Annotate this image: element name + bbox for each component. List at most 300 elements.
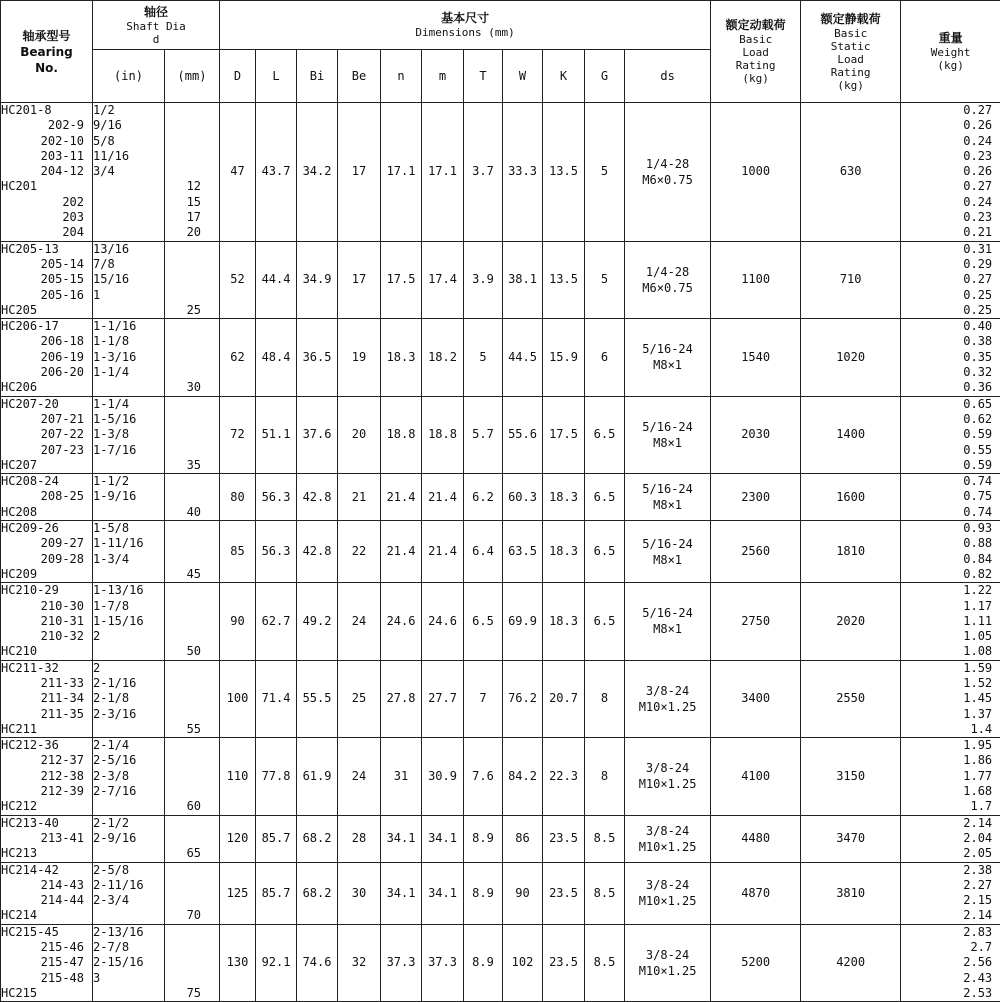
dim-K: 13.5: [543, 241, 585, 318]
shaft-inch: [93, 799, 164, 814]
weight-value: 0.74: [901, 505, 1000, 520]
dim-D: 62: [220, 319, 256, 396]
shaft-mm-cell: [165, 924, 220, 1001]
dynamic-load: 2750: [711, 583, 801, 660]
shaft-mm: 50: [165, 644, 219, 659]
thread-ds-line: M10×1.25: [625, 893, 710, 909]
bearing-model: 214-44: [1, 893, 92, 908]
dim-G: 6.5: [585, 521, 625, 583]
shaft-inch: 2-15/16: [93, 955, 164, 970]
weight-value: 0.31: [901, 242, 1000, 257]
bearing-group-row: [1, 396, 1000, 473]
thread-ds-line: M6×0.75: [625, 280, 710, 296]
dim-n: 17.5: [381, 241, 422, 318]
bearing-group-row: [1, 815, 1000, 862]
shaft-mm: [165, 134, 219, 149]
dim-K: 22.3: [543, 738, 585, 815]
shaft-inch: 1-5/8: [93, 521, 164, 536]
static-load: 3810: [801, 862, 901, 924]
weight-value: 0.75: [901, 489, 1000, 504]
thread-ds-line: M10×1.25: [625, 776, 710, 792]
shaft-inch: 1-1/4: [93, 397, 164, 412]
shaft-inch: 2-9/16: [93, 831, 164, 846]
dim-G: 8: [585, 738, 625, 815]
bearing-model-cell: [1, 583, 93, 660]
weight-value: 2.15: [901, 893, 1000, 908]
dynamic-load-header: 额定动载荷 Basic Load Rating (kg): [711, 1, 801, 103]
shaft-mm: [165, 272, 219, 287]
thread-ds: [625, 738, 711, 815]
dim-n: 17.1: [381, 103, 422, 242]
static-load: 2550: [801, 660, 901, 737]
shaft-mm: [165, 955, 219, 970]
bearing-group-row: [1, 319, 1000, 396]
dynamic-load: 3400: [711, 660, 801, 737]
bearing-model: 210-32: [1, 629, 92, 644]
bearing-model: 202-10: [1, 134, 92, 149]
bearing-model: HC210: [1, 644, 92, 659]
shaft-inch-cell: [93, 474, 165, 521]
static-load: 630: [801, 103, 901, 242]
shaft-mm: [165, 474, 219, 489]
shaft-inch: 2: [93, 661, 164, 676]
shaft-inch: 1-13/16: [93, 583, 164, 598]
col-header-G: G: [585, 50, 625, 103]
bearing-model: 205-16: [1, 288, 92, 303]
shaft-mm: [165, 334, 219, 349]
static-load: 3150: [801, 738, 901, 815]
dim-Be: 17: [338, 103, 381, 242]
bearing-model: 202: [1, 195, 92, 210]
bearing-model: 212-39: [1, 784, 92, 799]
shaft-mm-cell: [165, 862, 220, 924]
dim-n: 21.4: [381, 474, 422, 521]
bearing-model-cell: [1, 103, 93, 242]
dim-T: 3.9: [464, 241, 503, 318]
shaft-dia-header: 轴径 Shaft Dia d: [93, 1, 220, 50]
shaft-mm: [165, 412, 219, 427]
dim-W: 44.5: [503, 319, 543, 396]
dim-m: 27.7: [422, 660, 464, 737]
shaft-inch-cell: [93, 396, 165, 473]
bearing-model: HC213-40: [1, 816, 92, 831]
bearing-model: HC209: [1, 567, 92, 582]
static-load: 2020: [801, 583, 901, 660]
dynamic-load: 2030: [711, 396, 801, 473]
bearing-model: 209-28: [1, 552, 92, 567]
shaft-inch: 1/2: [93, 103, 164, 118]
bearing-model: 203-11: [1, 149, 92, 164]
weight-value: 1.95: [901, 738, 1000, 753]
bearing-model: HC211: [1, 722, 92, 737]
dim-L: 62.7: [256, 583, 297, 660]
shaft-mm: [165, 925, 219, 940]
col-header-m: m: [422, 50, 464, 103]
weight-value: 0.59: [901, 427, 1000, 442]
mm-header: (mm): [165, 50, 220, 103]
bearing-group-row: [1, 103, 1000, 242]
dimensions-header: 基本尺寸 Dimensions (mm): [220, 1, 711, 50]
dim-T: 5: [464, 319, 503, 396]
dim-T: 6.2: [464, 474, 503, 521]
bearing-model: HC206: [1, 380, 92, 395]
bearing-group-row: [1, 521, 1000, 583]
shaft-inch-cell: [93, 862, 165, 924]
shaft-mm: 20: [165, 225, 219, 240]
shaft-inch: [93, 908, 164, 923]
dim-Bi: 34.2: [297, 103, 338, 242]
weight-value: 0.35: [901, 350, 1000, 365]
shaft-inch: 5/8: [93, 134, 164, 149]
weight-value: 2.56: [901, 955, 1000, 970]
shaft-inch: [93, 567, 164, 582]
weight-value: 0.32: [901, 365, 1000, 380]
shaft-mm: [165, 971, 219, 986]
bearing-model: 215-47: [1, 955, 92, 970]
shaft-inch: 9/16: [93, 118, 164, 133]
shaft-inch: 2-3/4: [93, 893, 164, 908]
bearing-model: 215-48: [1, 971, 92, 986]
dim-m: 18.8: [422, 396, 464, 473]
dim-G: 6.5: [585, 396, 625, 473]
shaft-inch: 1-1/8: [93, 334, 164, 349]
shaft-mm: 55: [165, 722, 219, 737]
thread-ds: [625, 103, 711, 242]
shaft-inch: 2-5/16: [93, 753, 164, 768]
shaft-inch-cell: [93, 103, 165, 242]
thread-ds-line: 5/16-24: [625, 605, 710, 621]
shaft-mm-cell: [165, 521, 220, 583]
shaft-inch: 2-11/16: [93, 878, 164, 893]
bearing-model: HC214-42: [1, 863, 92, 878]
bearing-model: 210-30: [1, 599, 92, 614]
shaft-inch: 2-1/8: [93, 691, 164, 706]
shaft-mm: 25: [165, 303, 219, 318]
shaft-inch: [93, 210, 164, 225]
shaft-mm-cell: [165, 815, 220, 862]
weight-value: 1.7: [901, 799, 1000, 814]
thread-ds-line: M8×1: [625, 621, 710, 637]
bearing-model: 211-33: [1, 676, 92, 691]
dim-K: 23.5: [543, 815, 585, 862]
dim-T: 6.4: [464, 521, 503, 583]
shaft-mm: [165, 118, 219, 133]
shaft-inch-cell: [93, 583, 165, 660]
bearing-model-cell: [1, 319, 93, 396]
inch-header: (in): [93, 50, 165, 103]
weight-value: 0.27: [901, 179, 1000, 194]
bearing-model: 207-21: [1, 412, 92, 427]
weight-value: 1.52: [901, 676, 1000, 691]
shaft-mm: [165, 365, 219, 380]
shaft-inch: 2-1/2: [93, 816, 164, 831]
bearing-model-cell: [1, 862, 93, 924]
bearing-group-row: [1, 862, 1000, 924]
dim-D: 52: [220, 241, 256, 318]
dim-T: 8.9: [464, 862, 503, 924]
shaft-mm-cell: [165, 241, 220, 318]
dim-m: 17.1: [422, 103, 464, 242]
shaft-mm: 30: [165, 380, 219, 395]
dim-D: 125: [220, 862, 256, 924]
dim-K: 23.5: [543, 862, 585, 924]
col-header-n: n: [381, 50, 422, 103]
shaft-inch-cell: [93, 815, 165, 862]
thread-ds: [625, 815, 711, 862]
weight-value: 1.11: [901, 614, 1000, 629]
shaft-mm-cell: [165, 103, 220, 242]
weight-value: 1.05: [901, 629, 1000, 644]
dim-Bi: 61.9: [297, 738, 338, 815]
dim-G: 8.5: [585, 862, 625, 924]
weight-value: 0.27: [901, 103, 1000, 118]
dim-D: 72: [220, 396, 256, 473]
dim-W: 33.3: [503, 103, 543, 242]
shaft-inch: [93, 722, 164, 737]
bearing-group-row: [1, 241, 1000, 318]
weight-header: 重量 Weight (kg): [901, 1, 1000, 103]
dim-Be: 25: [338, 660, 381, 737]
dim-n: 37.3: [381, 924, 422, 1001]
shaft-mm: 65: [165, 846, 219, 861]
dim-Be: 24: [338, 583, 381, 660]
shaft-inch: [93, 179, 164, 194]
weight-value: 0.24: [901, 195, 1000, 210]
thread-ds: [625, 924, 711, 1001]
shaft-inch-cell: [93, 319, 165, 396]
dim-m: 18.2: [422, 319, 464, 396]
dynamic-load: 5200: [711, 924, 801, 1001]
shaft-inch: 1: [93, 288, 164, 303]
thread-ds: [625, 583, 711, 660]
bearing-model-cell: [1, 660, 93, 737]
dim-W: 84.2: [503, 738, 543, 815]
bearing-model: HC212-36: [1, 738, 92, 753]
bearing-model: HC212: [1, 799, 92, 814]
shaft-inch: 2-1/4: [93, 738, 164, 753]
thread-ds-line: 3/8-24: [625, 683, 710, 699]
bearing-group-row: [1, 583, 1000, 660]
bearing-model: 213-41: [1, 831, 92, 846]
thread-ds-line: 1/4-28: [625, 264, 710, 280]
dim-m: 37.3: [422, 924, 464, 1001]
shaft-inch: 1-5/16: [93, 412, 164, 427]
dim-D: 100: [220, 660, 256, 737]
shaft-mm: [165, 552, 219, 567]
weight-value: 1.22: [901, 583, 1000, 598]
shaft-mm: [165, 878, 219, 893]
dim-L: 77.8: [256, 738, 297, 815]
dim-n: 18.8: [381, 396, 422, 473]
bearing-group-row: [1, 924, 1000, 1001]
shaft-inch: 1-3/8: [93, 427, 164, 442]
col-header-Be: Be: [338, 50, 381, 103]
static-load: 1810: [801, 521, 901, 583]
bearing-model-cell: [1, 924, 93, 1001]
shaft-mm: [165, 599, 219, 614]
weight-value: 2.7: [901, 940, 1000, 955]
bearing-model: HC208-24: [1, 474, 92, 489]
dim-L: 85.7: [256, 815, 297, 862]
shaft-mm: [165, 257, 219, 272]
dim-D: 80: [220, 474, 256, 521]
dim-L: 43.7: [256, 103, 297, 242]
shaft-inch: [93, 225, 164, 240]
dynamic-load: 2560: [711, 521, 801, 583]
shaft-inch: [93, 380, 164, 395]
dim-W: 69.9: [503, 583, 543, 660]
weight-value: 0.27: [901, 272, 1000, 287]
weight-value-cell: [901, 924, 1000, 1001]
shaft-inch: 1-1/4: [93, 365, 164, 380]
shaft-inch: 1-7/8: [93, 599, 164, 614]
shaft-mm: [165, 753, 219, 768]
weight-value: 0.74: [901, 474, 1000, 489]
weight-value: 1.37: [901, 707, 1000, 722]
shaft-inch: 1-7/16: [93, 443, 164, 458]
thread-ds-line: 3/8-24: [625, 823, 710, 839]
shaft-mm: 15: [165, 195, 219, 210]
shaft-inch: 13/16: [93, 242, 164, 257]
shaft-mm: [165, 629, 219, 644]
bearing-model-cell: [1, 474, 93, 521]
dim-Bi: 55.5: [297, 660, 338, 737]
shaft-inch: 1-15/16: [93, 614, 164, 629]
dim-W: 60.3: [503, 474, 543, 521]
weight-value: 2.83: [901, 925, 1000, 940]
shaft-mm: [165, 164, 219, 179]
weight-value: 0.93: [901, 521, 1000, 536]
bearing-model: 203: [1, 210, 92, 225]
weight-value: 0.29: [901, 257, 1000, 272]
dim-T: 3.7: [464, 103, 503, 242]
thread-ds-line: M8×1: [625, 552, 710, 568]
static-load: 4200: [801, 924, 901, 1001]
bearing-model: 211-34: [1, 691, 92, 706]
shaft-inch: [93, 644, 164, 659]
weight-value: 1.4: [901, 722, 1000, 737]
bearing-model: 206-20: [1, 365, 92, 380]
shaft-mm: [165, 893, 219, 908]
shaft-inch: [93, 458, 164, 473]
shaft-mm: [165, 707, 219, 722]
weight-value: 0.21: [901, 225, 1000, 240]
dim-m: 30.9: [422, 738, 464, 815]
dim-Bi: 49.2: [297, 583, 338, 660]
static-load: 710: [801, 241, 901, 318]
shaft-inch: 1-3/4: [93, 552, 164, 567]
dim-Bi: 36.5: [297, 319, 338, 396]
thread-ds-line: 3/8-24: [625, 760, 710, 776]
dim-W: 63.5: [503, 521, 543, 583]
weight-value: 2.14: [901, 816, 1000, 831]
shaft-mm: [165, 583, 219, 598]
dim-Bi: 74.6: [297, 924, 338, 1001]
bearing-model-cell: [1, 738, 93, 815]
bearing-model: HC211-32: [1, 661, 92, 676]
bearing-group-row: [1, 738, 1000, 815]
bearing-model: 210-31: [1, 614, 92, 629]
dim-L: 56.3: [256, 521, 297, 583]
weight-value: 1.59: [901, 661, 1000, 676]
dim-K: 18.3: [543, 583, 585, 660]
dim-Bi: 42.8: [297, 521, 338, 583]
bearing-model: 211-35: [1, 707, 92, 722]
dim-Be: 20: [338, 396, 381, 473]
bearing-model: HC201-8: [1, 103, 92, 118]
shaft-inch: 2-1/16: [93, 676, 164, 691]
bearing-model: HC215: [1, 986, 92, 1001]
col-header-Bi: Bi: [297, 50, 338, 103]
bearing-model-cell: [1, 815, 93, 862]
shaft-mm: [165, 691, 219, 706]
shaft-inch: 2-3/8: [93, 769, 164, 784]
dim-G: 8.5: [585, 815, 625, 862]
dynamic-load: 4480: [711, 815, 801, 862]
shaft-inch-cell: [93, 738, 165, 815]
dim-K: 20.7: [543, 660, 585, 737]
shaft-mm: 35: [165, 458, 219, 473]
weight-value: 0.24: [901, 134, 1000, 149]
shaft-inch: [93, 846, 164, 861]
dim-Bi: 37.6: [297, 396, 338, 473]
thread-ds-line: 5/16-24: [625, 341, 710, 357]
shaft-inch-cell: [93, 924, 165, 1001]
shaft-mm-cell: [165, 738, 220, 815]
weight-value: 2.53: [901, 986, 1000, 1001]
bearing-model: 206-19: [1, 350, 92, 365]
shaft-inch: 1-11/16: [93, 536, 164, 551]
weight-value: 2.27: [901, 878, 1000, 893]
thread-ds: [625, 319, 711, 396]
bearing-model: HC215-45: [1, 925, 92, 940]
thread-ds-line: M10×1.25: [625, 839, 710, 855]
static-load-header: 额定静载荷 Basic Static Load Rating (kg): [801, 1, 901, 103]
bearing-model: 207-23: [1, 443, 92, 458]
dim-n: 21.4: [381, 521, 422, 583]
dim-G: 8.5: [585, 924, 625, 1001]
shaft-inch: 1-1/16: [93, 319, 164, 334]
dim-Be: 32: [338, 924, 381, 1001]
dim-L: 56.3: [256, 474, 297, 521]
thread-ds-line: M8×1: [625, 357, 710, 373]
dim-W: 102: [503, 924, 543, 1001]
thread-ds-line: M8×1: [625, 497, 710, 513]
weight-value-cell: [901, 815, 1000, 862]
dim-W: 76.2: [503, 660, 543, 737]
shaft-inch: 2-13/16: [93, 925, 164, 940]
dim-n: 31: [381, 738, 422, 815]
dim-T: 6.5: [464, 583, 503, 660]
shaft-inch-cell: [93, 241, 165, 318]
shaft-inch: 1-1/2: [93, 474, 164, 489]
dim-G: 6.5: [585, 583, 625, 660]
dim-m: 34.1: [422, 862, 464, 924]
bearing-model-cell: [1, 241, 93, 318]
dim-Be: 21: [338, 474, 381, 521]
thread-ds-line: 3/8-24: [625, 947, 710, 963]
bearing-no-header: 轴承型号 Bearing No.: [1, 1, 93, 103]
dim-T: 7.6: [464, 738, 503, 815]
shaft-inch: [93, 303, 164, 318]
dim-n: 24.6: [381, 583, 422, 660]
thread-ds: [625, 660, 711, 737]
weight-value: 0.25: [901, 288, 1000, 303]
thread-ds: [625, 241, 711, 318]
dim-L: 44.4: [256, 241, 297, 318]
weight-value: 2.05: [901, 846, 1000, 861]
thread-ds-line: M6×0.75: [625, 172, 710, 188]
